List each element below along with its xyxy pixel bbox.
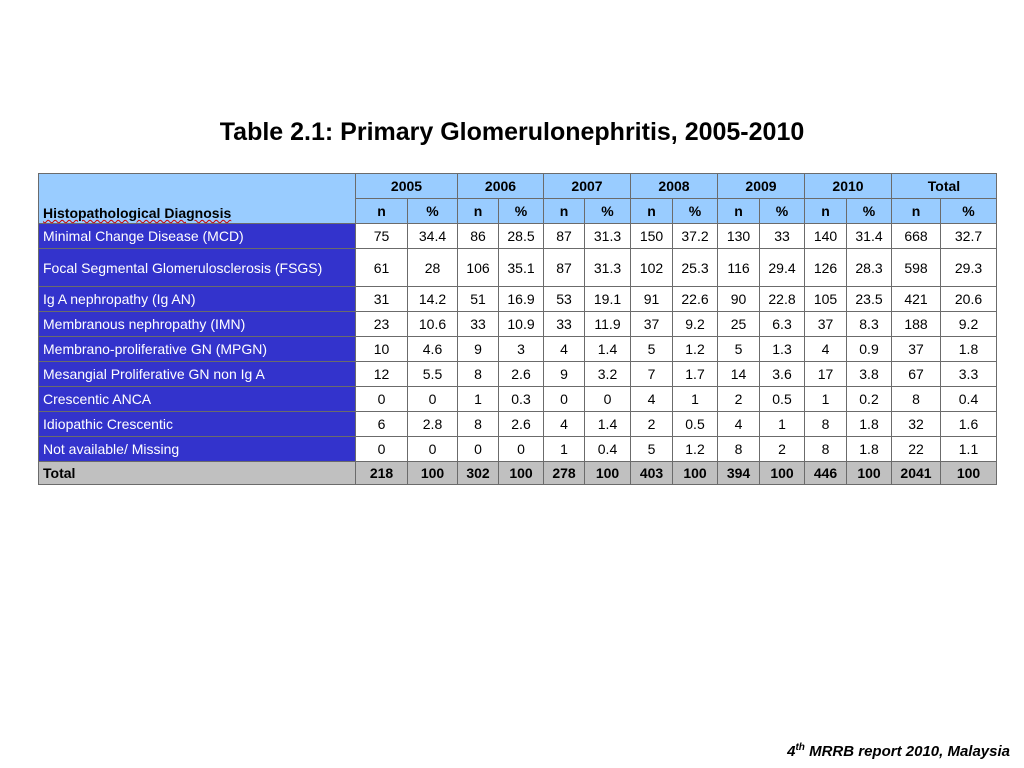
n-cell: 4 bbox=[631, 387, 673, 412]
footer-ordinal: 4 bbox=[787, 743, 796, 760]
pct-cell: 1.8 bbox=[847, 412, 892, 437]
n-cell: 8 bbox=[718, 437, 760, 462]
pct-header: % bbox=[760, 199, 805, 224]
pct-cell: 3.2 bbox=[585, 362, 631, 387]
pct-cell: 29.3 bbox=[941, 249, 997, 287]
n-cell: 6 bbox=[356, 412, 408, 437]
pct-cell: 0.9 bbox=[847, 337, 892, 362]
n-cell: 116 bbox=[718, 249, 760, 287]
pct-cell: 100 bbox=[760, 462, 805, 485]
pct-cell: 0 bbox=[408, 387, 458, 412]
pct-cell: 22.8 bbox=[760, 287, 805, 312]
n-cell: 8 bbox=[458, 412, 499, 437]
diagnosis-cell: Membrano-proliferative GN (MPGN) bbox=[39, 337, 356, 362]
pct-cell: 8.3 bbox=[847, 312, 892, 337]
pct-cell: 0.2 bbox=[847, 387, 892, 412]
pct-cell: 31.4 bbox=[847, 224, 892, 249]
pct-cell: 2.6 bbox=[499, 362, 544, 387]
n-cell: 421 bbox=[892, 287, 941, 312]
table-body bbox=[39, 224, 997, 485]
year-header: 2008 bbox=[631, 174, 718, 199]
footer-text: MRRB report 2010, Malaysia bbox=[804, 743, 1010, 760]
n-cell: 9 bbox=[544, 362, 585, 387]
pct-cell: 28 bbox=[408, 249, 458, 287]
n-cell: 130 bbox=[718, 224, 760, 249]
pct-header: % bbox=[941, 199, 997, 224]
n-cell: 394 bbox=[718, 462, 760, 485]
pct-cell: 28.5 bbox=[499, 224, 544, 249]
n-cell: 218 bbox=[356, 462, 408, 485]
pct-cell: 100 bbox=[408, 462, 458, 485]
n-cell: 105 bbox=[805, 287, 847, 312]
pct-cell: 20.6 bbox=[941, 287, 997, 312]
n-cell: 91 bbox=[631, 287, 673, 312]
n-cell: 0 bbox=[544, 387, 585, 412]
n-cell: 37 bbox=[631, 312, 673, 337]
n-header: n bbox=[805, 199, 847, 224]
n-cell: 37 bbox=[805, 312, 847, 337]
n-cell: 53 bbox=[544, 287, 585, 312]
n-cell: 126 bbox=[805, 249, 847, 287]
n-cell: 598 bbox=[892, 249, 941, 287]
n-cell: 0 bbox=[356, 437, 408, 462]
pct-cell: 6.3 bbox=[760, 312, 805, 337]
n-cell: 302 bbox=[458, 462, 499, 485]
n-cell: 5 bbox=[718, 337, 760, 362]
n-cell: 668 bbox=[892, 224, 941, 249]
n-cell: 8 bbox=[805, 437, 847, 462]
pct-cell: 100 bbox=[847, 462, 892, 485]
pct-cell: 25.3 bbox=[673, 249, 718, 287]
year-header: 2009 bbox=[718, 174, 805, 199]
n-cell: 1 bbox=[458, 387, 499, 412]
n-cell: 10 bbox=[356, 337, 408, 362]
n-cell: 75 bbox=[356, 224, 408, 249]
table-row bbox=[39, 287, 997, 312]
n-cell: 23 bbox=[356, 312, 408, 337]
pct-cell: 1.8 bbox=[941, 337, 997, 362]
pct-cell: 0.4 bbox=[941, 387, 997, 412]
glomerulonephritis-table bbox=[38, 173, 997, 485]
n-cell: 106 bbox=[458, 249, 499, 287]
n-cell: 4 bbox=[544, 337, 585, 362]
n-header: n bbox=[544, 199, 585, 224]
n-cell: 61 bbox=[356, 249, 408, 287]
year-header: 2005 bbox=[356, 174, 458, 199]
pct-cell: 10.6 bbox=[408, 312, 458, 337]
n-cell: 87 bbox=[544, 249, 585, 287]
pct-cell: 37.2 bbox=[673, 224, 718, 249]
n-cell: 5 bbox=[631, 337, 673, 362]
pct-cell: 33 bbox=[760, 224, 805, 249]
n-cell: 278 bbox=[544, 462, 585, 485]
pct-cell: 0.5 bbox=[760, 387, 805, 412]
diagnosis-cell: Total bbox=[39, 462, 356, 485]
pct-cell: 3.3 bbox=[941, 362, 997, 387]
n-cell: 9 bbox=[458, 337, 499, 362]
n-cell: 25 bbox=[718, 312, 760, 337]
n-cell: 5 bbox=[631, 437, 673, 462]
pct-cell: 3.6 bbox=[760, 362, 805, 387]
total-row bbox=[39, 462, 997, 485]
pct-cell: 4.6 bbox=[408, 337, 458, 362]
n-header: n bbox=[718, 199, 760, 224]
table-row bbox=[39, 412, 997, 437]
pct-cell: 14.2 bbox=[408, 287, 458, 312]
n-cell: 51 bbox=[458, 287, 499, 312]
n-cell: 8 bbox=[805, 412, 847, 437]
n-cell: 32 bbox=[892, 412, 941, 437]
pct-cell: 1.4 bbox=[585, 337, 631, 362]
table-title: Table 2.1: Primary Glomerulonephritis, 2005-2010 bbox=[219, 118, 805, 146]
pct-cell: 9.2 bbox=[941, 312, 997, 337]
pct-cell: 0.4 bbox=[585, 437, 631, 462]
n-cell: 90 bbox=[718, 287, 760, 312]
n-cell: 2 bbox=[631, 412, 673, 437]
pct-cell: 0.3 bbox=[499, 387, 544, 412]
pct-cell: 100 bbox=[499, 462, 544, 485]
diagnosis-cell: Focal Segmental Glomerulosclerosis (FSGS) bbox=[39, 249, 356, 287]
pct-cell: 10.9 bbox=[499, 312, 544, 337]
n-cell: 446 bbox=[805, 462, 847, 485]
n-header: n bbox=[458, 199, 499, 224]
pct-cell: 34.4 bbox=[408, 224, 458, 249]
table-row bbox=[39, 249, 997, 287]
pct-cell: 0 bbox=[585, 387, 631, 412]
n-header: n bbox=[631, 199, 673, 224]
n-cell: 14 bbox=[718, 362, 760, 387]
pct-cell: 22.6 bbox=[673, 287, 718, 312]
pct-cell: 100 bbox=[585, 462, 631, 485]
diagnosis-cell: Ig A nephropathy (Ig AN) bbox=[39, 287, 356, 312]
pct-cell: 100 bbox=[941, 462, 997, 485]
n-cell: 403 bbox=[631, 462, 673, 485]
footer-ordinal-suffix: th bbox=[795, 742, 805, 753]
n-header: n bbox=[892, 199, 941, 224]
table-row bbox=[39, 437, 997, 462]
n-cell: 150 bbox=[631, 224, 673, 249]
n-cell: 2 bbox=[718, 387, 760, 412]
year-header: 2006 bbox=[458, 174, 544, 199]
pct-cell: 1.7 bbox=[673, 362, 718, 387]
table-row bbox=[39, 312, 997, 337]
pct-cell: 23.5 bbox=[847, 287, 892, 312]
pct-cell: 1.2 bbox=[673, 337, 718, 362]
pct-cell: 0 bbox=[408, 437, 458, 462]
pct-cell: 1.6 bbox=[941, 412, 997, 437]
source-footer bbox=[787, 742, 1010, 760]
diagnosis-header-text: Histopathological Diagnosis bbox=[43, 205, 232, 221]
diagnosis-column-header bbox=[39, 174, 356, 224]
n-cell: 8 bbox=[458, 362, 499, 387]
pct-cell: 19.1 bbox=[585, 287, 631, 312]
n-cell: 22 bbox=[892, 437, 941, 462]
pct-header: % bbox=[585, 199, 631, 224]
n-cell: 1 bbox=[544, 437, 585, 462]
pct-cell: 2.8 bbox=[408, 412, 458, 437]
n-cell: 102 bbox=[631, 249, 673, 287]
n-cell: 188 bbox=[892, 312, 941, 337]
pct-cell: 1.3 bbox=[760, 337, 805, 362]
n-cell: 37 bbox=[892, 337, 941, 362]
pct-cell: 100 bbox=[673, 462, 718, 485]
n-cell: 0 bbox=[458, 437, 499, 462]
n-cell: 33 bbox=[458, 312, 499, 337]
n-header: n bbox=[356, 199, 408, 224]
n-cell: 33 bbox=[544, 312, 585, 337]
n-cell: 0 bbox=[356, 387, 408, 412]
pct-cell: 9.2 bbox=[673, 312, 718, 337]
diagnosis-cell: Not available/ Missing bbox=[39, 437, 356, 462]
table-row bbox=[39, 387, 997, 412]
pct-cell: 2 bbox=[760, 437, 805, 462]
pct-cell: 1.8 bbox=[847, 437, 892, 462]
year-header: 2010 bbox=[805, 174, 892, 199]
year-header: Total bbox=[892, 174, 997, 199]
n-cell: 140 bbox=[805, 224, 847, 249]
pct-header: % bbox=[499, 199, 544, 224]
diagnosis-cell: Minimal Change Disease (MCD) bbox=[39, 224, 356, 249]
diagnosis-cell: Membranous nephropathy (IMN) bbox=[39, 312, 356, 337]
pct-cell: 11.9 bbox=[585, 312, 631, 337]
table-row bbox=[39, 224, 997, 249]
n-cell: 67 bbox=[892, 362, 941, 387]
pct-cell: 1 bbox=[673, 387, 718, 412]
n-cell: 2041 bbox=[892, 462, 941, 485]
table-row bbox=[39, 337, 997, 362]
pct-cell: 1.1 bbox=[941, 437, 997, 462]
pct-cell: 31.3 bbox=[585, 224, 631, 249]
pct-cell: 2.6 bbox=[499, 412, 544, 437]
pct-header: % bbox=[408, 199, 458, 224]
pct-cell: 1.2 bbox=[673, 437, 718, 462]
pct-cell: 0.5 bbox=[673, 412, 718, 437]
n-cell: 86 bbox=[458, 224, 499, 249]
pct-cell: 31.3 bbox=[585, 249, 631, 287]
n-cell: 31 bbox=[356, 287, 408, 312]
n-cell: 7 bbox=[631, 362, 673, 387]
n-cell: 12 bbox=[356, 362, 408, 387]
diagnosis-cell: Mesangial Proliferative GN non Ig A bbox=[39, 362, 356, 387]
pct-header: % bbox=[673, 199, 718, 224]
pct-cell: 3 bbox=[499, 337, 544, 362]
diagnosis-cell: Crescentic ANCA bbox=[39, 387, 356, 412]
pct-cell: 0 bbox=[499, 437, 544, 462]
pct-cell: 1 bbox=[760, 412, 805, 437]
pct-cell: 1.4 bbox=[585, 412, 631, 437]
n-cell: 87 bbox=[544, 224, 585, 249]
n-cell: 8 bbox=[892, 387, 941, 412]
n-cell: 4 bbox=[805, 337, 847, 362]
table-row bbox=[39, 362, 997, 387]
year-header: 2007 bbox=[544, 174, 631, 199]
pct-cell: 16.9 bbox=[499, 287, 544, 312]
pct-cell: 35.1 bbox=[499, 249, 544, 287]
n-cell: 17 bbox=[805, 362, 847, 387]
pct-cell: 29.4 bbox=[760, 249, 805, 287]
pct-cell: 28.3 bbox=[847, 249, 892, 287]
pct-cell: 5.5 bbox=[408, 362, 458, 387]
pct-cell: 3.8 bbox=[847, 362, 892, 387]
n-cell: 4 bbox=[718, 412, 760, 437]
year-header-row bbox=[39, 174, 997, 199]
pct-header: % bbox=[847, 199, 892, 224]
n-cell: 4 bbox=[544, 412, 585, 437]
diagnosis-cell: Idiopathic Crescentic bbox=[39, 412, 356, 437]
n-cell: 1 bbox=[805, 387, 847, 412]
pct-cell: 32.7 bbox=[941, 224, 997, 249]
